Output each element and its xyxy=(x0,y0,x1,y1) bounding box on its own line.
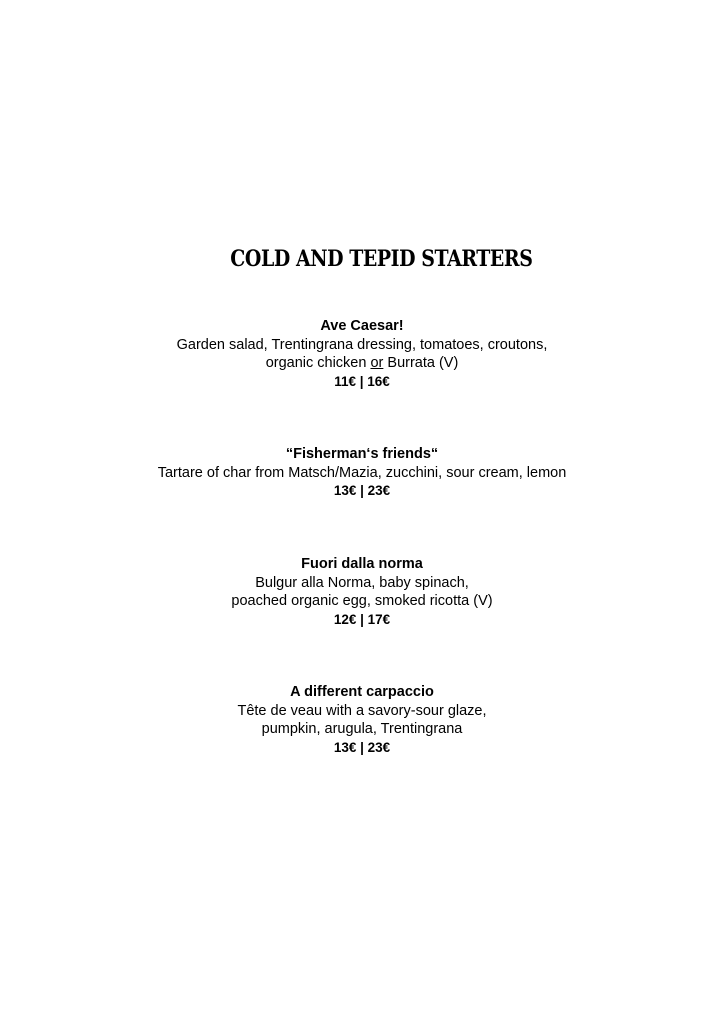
dish-description-line: poached organic egg, smoked ricotta (V) xyxy=(231,593,493,609)
dish-name: A different carpaccio xyxy=(290,684,434,700)
dish-description-line: Tartare of char from Matsch/Mazia, zucchini, sour cream, lemon xyxy=(157,464,567,481)
dish-description-line: pumpkin, arugula, Trentingrana xyxy=(261,721,463,737)
dish-description-text: Burrata (V) xyxy=(383,355,459,371)
dish-name: Ave Caesar! xyxy=(320,318,404,334)
dish-price: 13€ | 23€ xyxy=(333,739,391,755)
dish-description-line: Garden salad, Trentingrana dressing, tomatoes, croutons, xyxy=(176,336,548,353)
dish-price: 12€ | 17€ xyxy=(333,611,391,627)
dish-item-ave-caesar xyxy=(0,317,724,391)
dish-description-line: Tête de veau with a savory-sour glaze, xyxy=(237,702,487,719)
dish-description-text: organic chicken xyxy=(265,355,371,371)
dish-item-different-carpaccio xyxy=(0,683,724,757)
dish-name: “Fisherman‘s friends“ xyxy=(285,446,439,462)
dish-price: 11€ | 16€ xyxy=(334,373,390,389)
dish-description-line: Bulgur alla Norma, baby spinach, xyxy=(255,574,469,591)
dish-description-line xyxy=(0,354,724,373)
dish-description-underlined: or xyxy=(370,355,384,371)
dish-price: 13€ | 23€ xyxy=(333,483,391,498)
dish-item-fishermans-friends xyxy=(0,445,724,501)
section-title: COLD AND TEPID STARTERS xyxy=(230,246,533,272)
dish-item-fuori-dalla-norma xyxy=(0,555,724,629)
dish-name: Fuori dalla norma xyxy=(301,556,423,572)
